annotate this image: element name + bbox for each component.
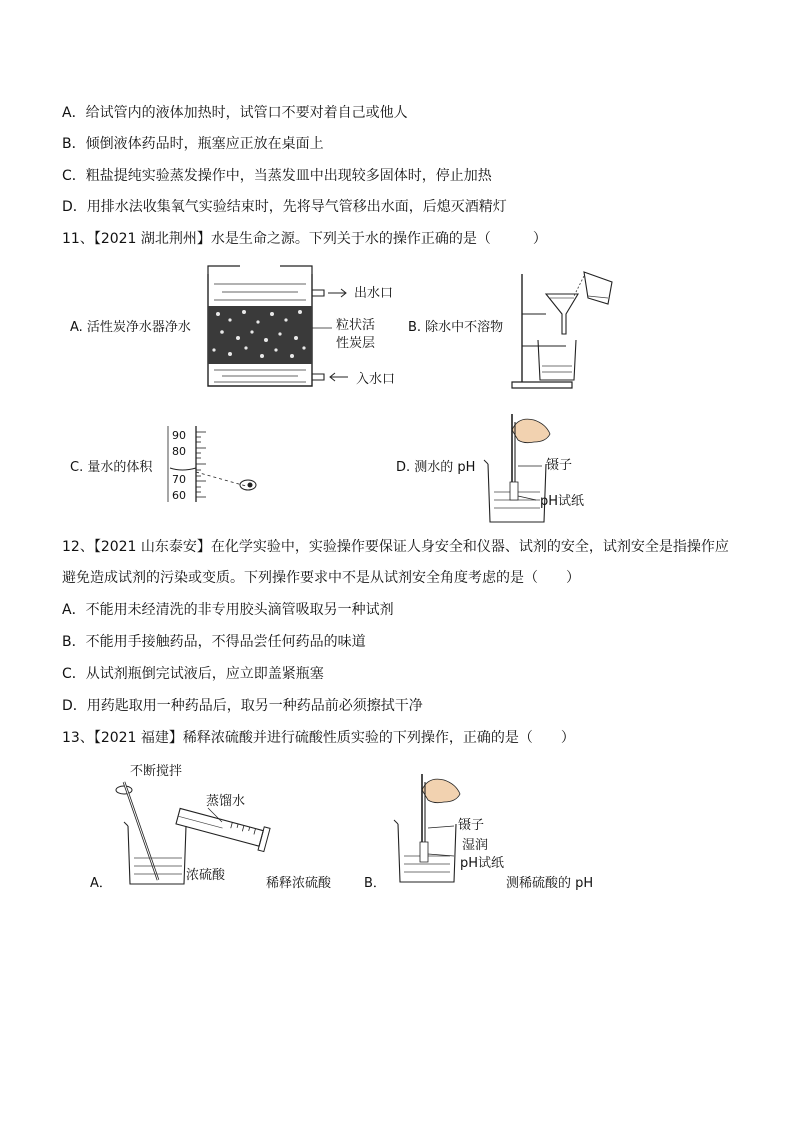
q10-option-b: B．倾倒液体药品时，瓶塞应正放在桌面上: [62, 136, 324, 152]
q13-b-paper-label: pH试纸: [460, 856, 505, 871]
q13-a-water-label: 蒸馏水: [206, 794, 246, 809]
q13-option-b-letter: B．: [364, 876, 386, 891]
q11-stem: 11、【2021 湖北荆州】水是生命之源。下列关于水的操作正确的是（ ）: [62, 231, 547, 247]
q11-d-tweezers-label: 镊子: [546, 458, 573, 473]
q11-a-layer-label-1: 粒状活: [336, 318, 376, 333]
q13-a-caption: 稀释浓硫酸: [266, 876, 332, 891]
q11-option-b-label: B. 除水中不溶物: [408, 320, 504, 335]
q11-a-outlet-label: 出水口: [354, 286, 394, 301]
q13-b-tweezers-label: 镊子: [458, 818, 485, 833]
eye-icon: [238, 478, 258, 492]
q10-option-d: D．用排水法收集氧气实验结束时，先将导气管移出水面，后熄灭酒精灯: [62, 199, 507, 215]
q11-c-tick-80: 80: [172, 445, 186, 458]
q11-c-tick-70: 70: [172, 473, 186, 486]
q11-option-d-label: D. 测水的 pH: [396, 460, 476, 475]
q11-d-paper-label: pH试纸: [540, 494, 585, 509]
filtration-diagram: [508, 268, 620, 392]
q12-option-c: C．从试剂瓶倒完试液后，应立即盖紧瓶塞: [62, 666, 324, 682]
q12-option-b: B．不能用手接触药品，不得品尝任何药品的味道: [62, 634, 366, 650]
q13-stem: 13、【2021 福建】稀释浓硫酸并进行硫酸性质实验的下列操作，正确的是（ ）: [62, 730, 575, 746]
q13-a-stir-label: 不断搅拌: [130, 764, 183, 779]
q12-option-d: D．用药匙取用一种药品后，取另一种药品前必须擦拭干净: [62, 698, 423, 714]
q11-a-inlet-label: 入水口: [356, 372, 396, 387]
q11-option-a-label: A. 活性炭净水器净水: [70, 320, 191, 335]
ph-test-acid-diagram: [392, 772, 464, 886]
q11-a-layer-label-2: 性炭层: [336, 336, 376, 351]
q13-option-a-letter: A．: [90, 876, 112, 891]
carbon-purifier-diagram: [200, 262, 350, 394]
q11-option-c-label: C. 量水的体积: [70, 460, 153, 475]
q13-b-wet-label: 湿润: [462, 838, 489, 853]
q11-c-tick-60: 60: [172, 489, 186, 502]
q11-c-tick-90: 90: [172, 429, 186, 442]
q12-option-a: A．不能用未经清洗的非专用胶头滴管吸取另一种试剂: [62, 602, 394, 618]
q13-a-acid-label: 浓硫酸: [186, 868, 226, 883]
q12-stem-line-1: 12、【2021 山东泰安】在化学实验中，实验操作要保证人身安全和仪器、试剂的安全，试剂安全是指操作应: [62, 539, 729, 555]
q13-b-caption: 测稀硫酸的 pH: [506, 876, 594, 891]
q10-option-a: A．给试管内的液体加热时，试管口不要对着自己或他人: [62, 105, 408, 121]
q12-stem-line-2: 避免造成试剂的污染或变质。下列操作要求中不是从试剂安全角度考虑的是（ ）: [62, 570, 580, 586]
q10-option-c: C．粗盐提纯实验蒸发操作中，当蒸发皿中出现较多固体时，停止加热: [62, 168, 492, 184]
